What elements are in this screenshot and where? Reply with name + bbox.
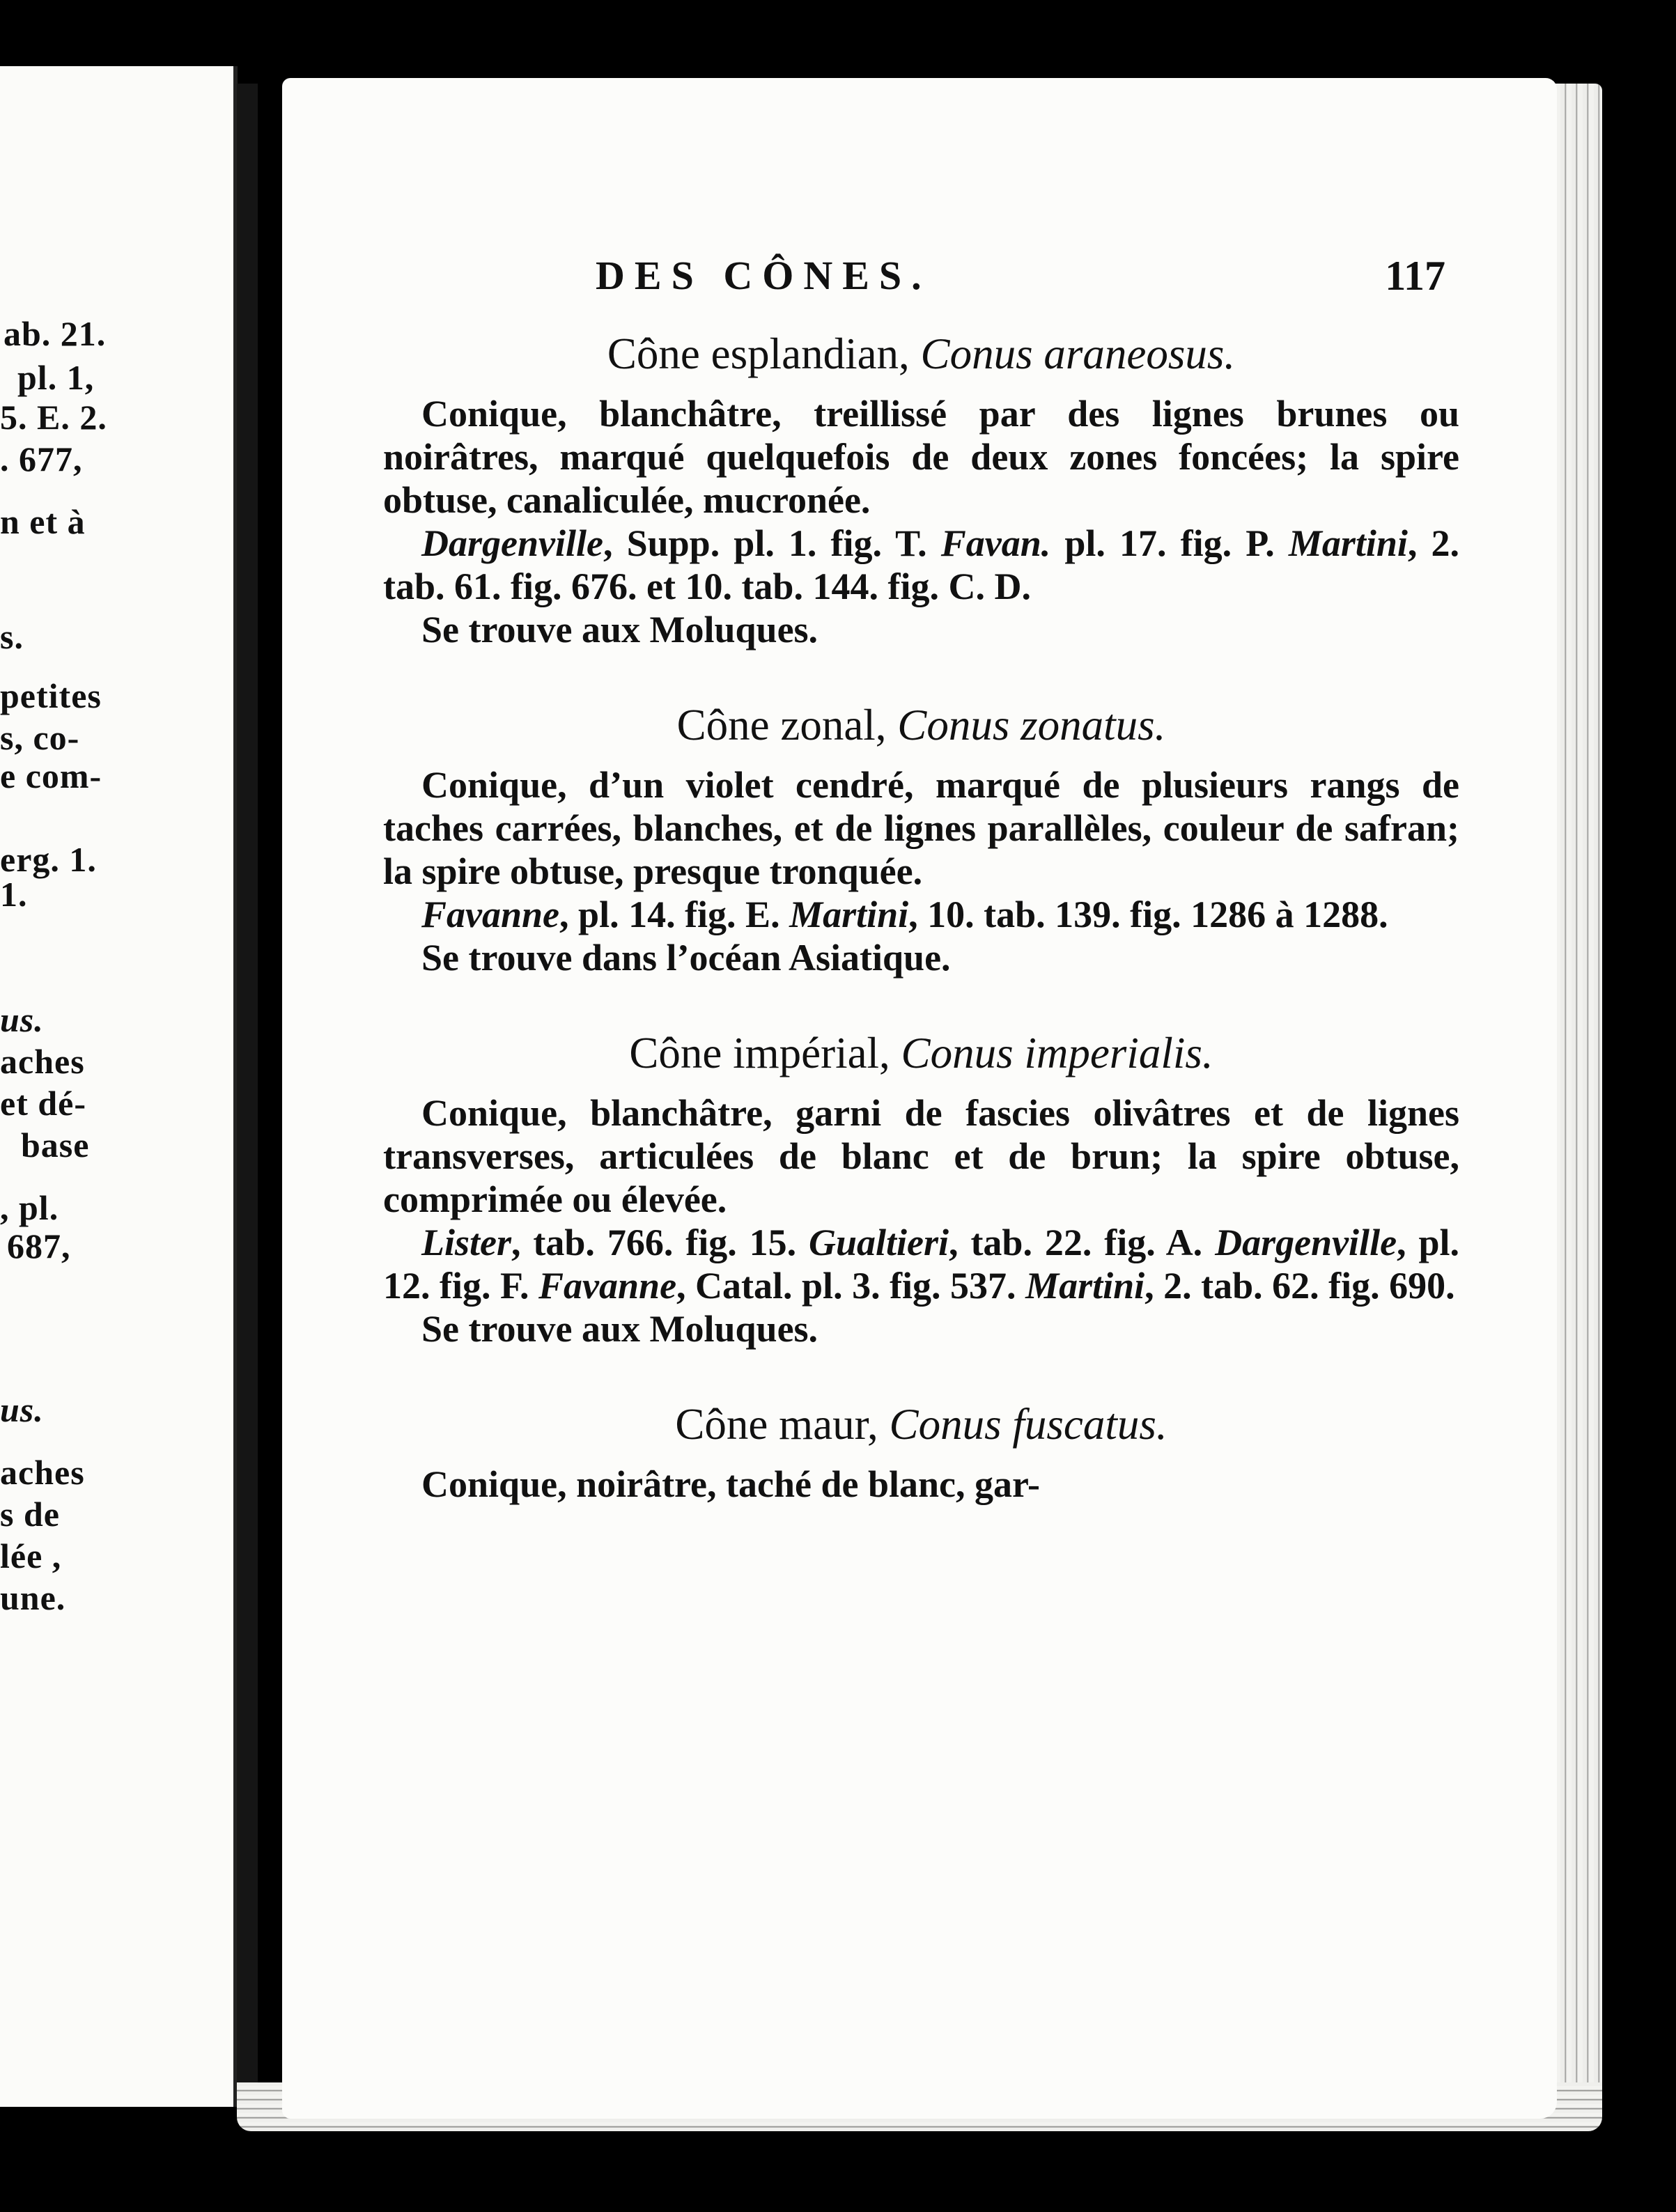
page-body xyxy=(383,252,1459,1555)
left-fragment: . 677, xyxy=(0,439,83,478)
left-fragment: 5. E. 2. xyxy=(0,398,107,437)
left-page xyxy=(0,66,238,2107)
left-fragment: erg. 1. xyxy=(0,840,97,879)
french-name: Cône maur, xyxy=(675,1400,878,1449)
left-fragment: aches xyxy=(0,1453,85,1492)
entry-description: Conique, blanchâtre, garni de fascies olivâtres et de lignes transverses, articulées de blanc et de brun; la spire obtuse, comprimée ou élevée. xyxy=(383,1092,1459,1220)
entry-title xyxy=(383,700,1459,751)
ref-author: Martini xyxy=(789,894,909,935)
ref-author: Favan. xyxy=(940,522,1051,564)
book-gutter xyxy=(237,84,258,2089)
running-head xyxy=(383,252,1459,329)
french-name: Cône esplandian, xyxy=(607,329,910,378)
entry-description: Conique, noirâtre, taché de blanc, gar- xyxy=(421,1463,1040,1505)
left-fragment: lée , xyxy=(0,1536,62,1575)
ref-detail: , tab. 766. fig. 15. xyxy=(511,1222,809,1263)
ref-author: Dargenville xyxy=(1215,1222,1397,1263)
left-fragment: us. xyxy=(0,1000,44,1039)
french-name: Cône zonal, xyxy=(676,701,887,749)
left-fragment: s de xyxy=(0,1495,60,1534)
left-fragment: n et à xyxy=(0,502,86,541)
left-fragment: , pl. xyxy=(0,1188,59,1227)
ref-author: Favanne xyxy=(538,1265,677,1307)
species-entry xyxy=(383,1028,1459,1350)
left-fragment: pl. 1, xyxy=(17,358,95,397)
left-fragment: ab. 21. xyxy=(3,314,107,353)
species-entry xyxy=(383,1399,1459,1506)
ref-detail: , pl. 14. fig. E. xyxy=(559,894,790,935)
entry-location: Se trouve dans l’océan Asiatique. xyxy=(421,937,951,979)
left-fragment: aches xyxy=(0,1042,85,1081)
entry-location: Se trouve aux Moluques. xyxy=(421,609,818,651)
left-fragment: 687, xyxy=(7,1226,71,1265)
entry-title xyxy=(383,329,1459,380)
ref-detail: , pl. 12. fig. F. xyxy=(383,1222,1459,1307)
entry-title xyxy=(383,1399,1459,1450)
latin-name: Conus araneosus. xyxy=(920,329,1236,378)
page-number: 117 xyxy=(1385,253,1445,299)
ref-author: Lister xyxy=(421,1222,511,1263)
ref-author: Martini xyxy=(1025,1265,1145,1307)
entry-location: Se trouve aux Moluques. xyxy=(421,1308,818,1350)
left-fragment: et dé- xyxy=(0,1084,86,1123)
left-fragment: petites xyxy=(0,676,102,715)
species-entry xyxy=(383,700,1459,979)
entry-references xyxy=(383,893,1459,936)
french-name: Cône impérial, xyxy=(629,1029,890,1077)
entry-title xyxy=(383,1028,1459,1079)
ref-detail: , 2. tab. 62. fig. 690. xyxy=(1145,1265,1455,1307)
left-fragment: base xyxy=(21,1126,90,1165)
latin-name: Conus fuscatus. xyxy=(889,1400,1167,1449)
ref-author: Dargenville xyxy=(421,522,603,564)
entry-description: Conique, blanchâtre, treillissé par des lignes brunes ou noirâtres, marqué quelquefois de deux zones foncées; la spire obtuse, canaliculée, mucronée. xyxy=(383,393,1459,521)
left-fragment: s, co- xyxy=(0,718,80,757)
entry-description: Conique, d’un violet cendré, marqué de plusieurs rangs de taches carrées, blanches, et de lignes parallèles, couleur de safran; la spire obtuse, presque tronquée. xyxy=(383,764,1459,892)
ref-detail: pl. 17. fig. P. xyxy=(1050,522,1289,564)
left-fragment: e com- xyxy=(0,756,102,795)
left-fragment: s. xyxy=(0,617,24,656)
left-fragment: une. xyxy=(0,1578,66,1617)
ref-detail: , Catal. pl. 3. fig. 537. xyxy=(676,1265,1026,1307)
ref-detail: , 10. tab. 139. fig. 1286 à 1288. xyxy=(908,894,1388,935)
latin-name: Conus imperialis. xyxy=(901,1029,1213,1077)
right-page xyxy=(282,78,1557,2119)
ref-detail: , Supp. pl. 1. fig. T. xyxy=(603,522,941,564)
left-fragment: us. xyxy=(0,1390,44,1429)
ref-author: Favanne xyxy=(421,894,560,935)
running-title: DES CÔNES. xyxy=(596,253,931,298)
left-fragment: 1. xyxy=(0,875,28,914)
ref-detail: , 2. tab. 61. fig. 676. et 10. tab. 144. fig. C. D. xyxy=(383,522,1460,607)
ref-detail: , tab. 22. fig. A. xyxy=(949,1222,1216,1263)
species-entry xyxy=(383,329,1459,651)
latin-name: Conus zonatus. xyxy=(897,701,1166,749)
ref-author: Gualtieri xyxy=(809,1222,949,1263)
entry-references xyxy=(383,1221,1459,1307)
entry-references xyxy=(383,522,1459,608)
ref-author: Martini xyxy=(1288,522,1408,564)
